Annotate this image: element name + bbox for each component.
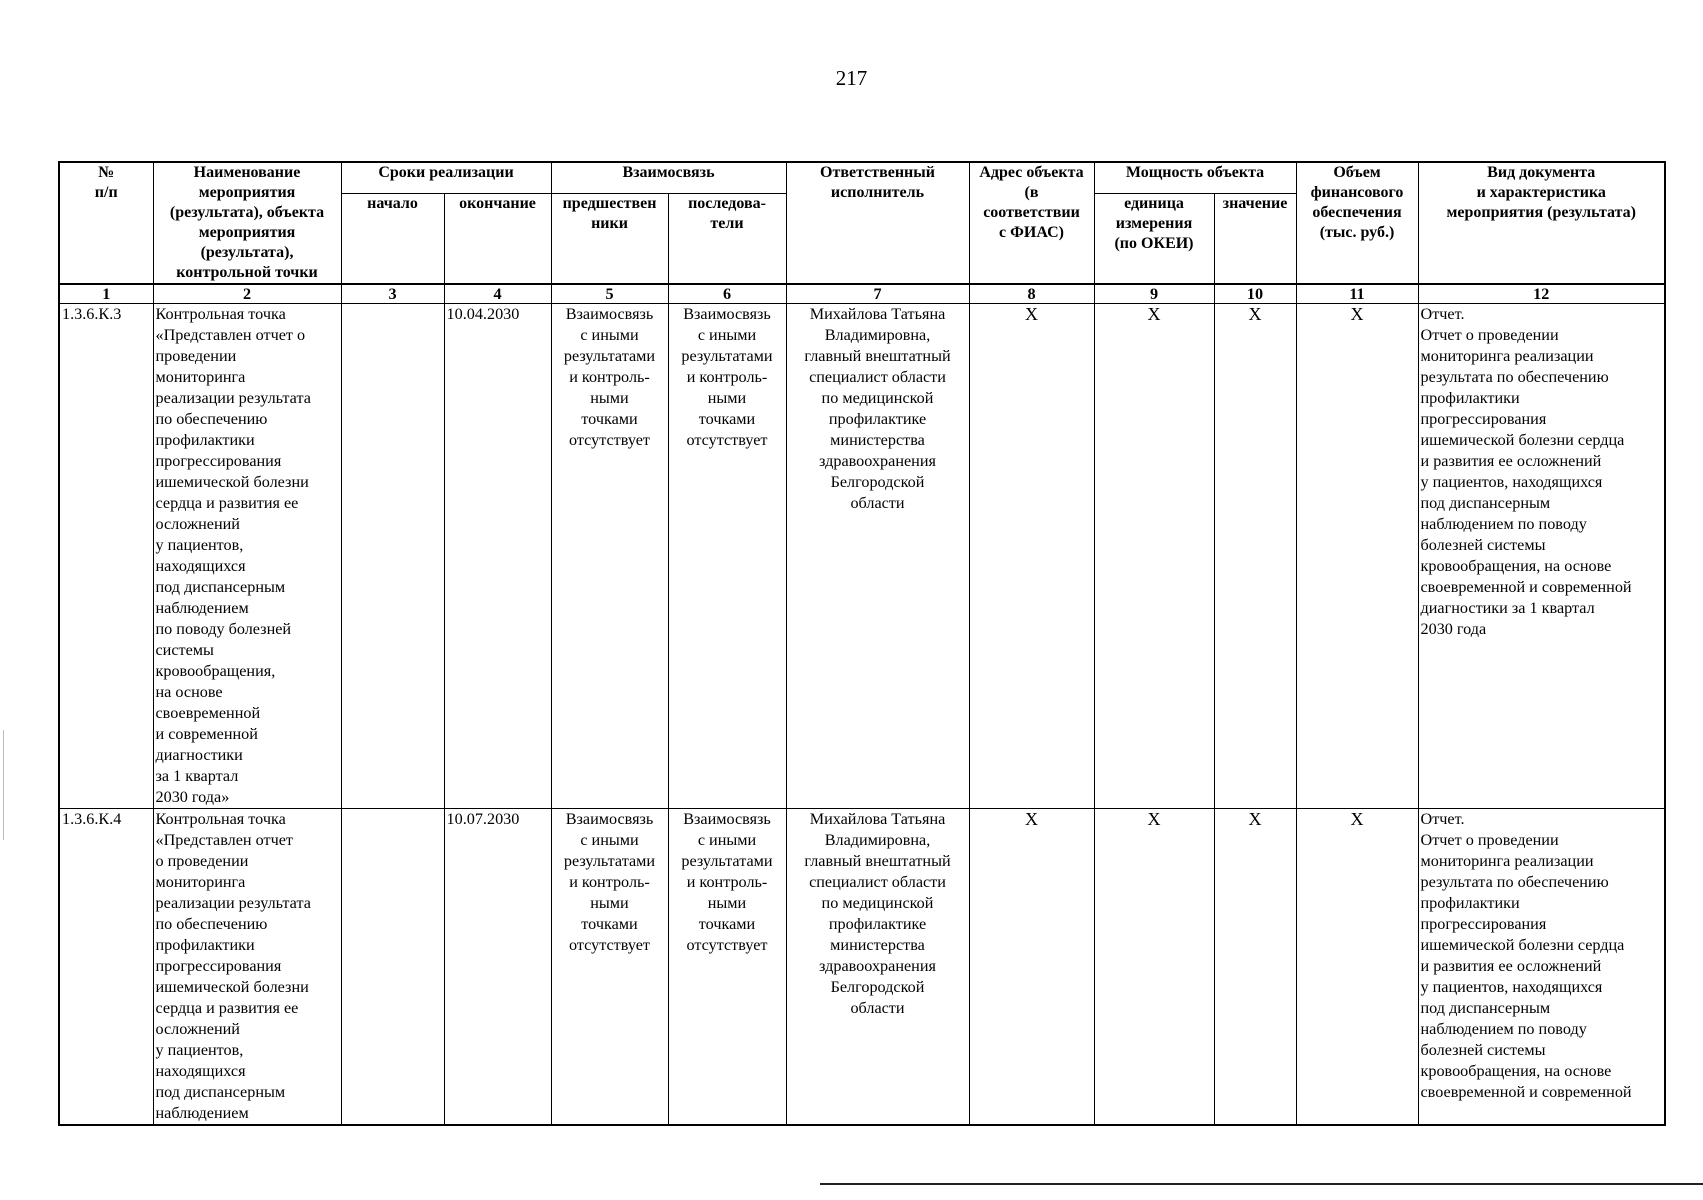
scan-edge-mark <box>3 730 4 840</box>
header-funding: Объем финансового обеспечения (тыс. руб.) <box>1296 162 1418 284</box>
row-address: Х <box>969 304 1094 809</box>
header-name: Наименование мероприятия (результата), объекта мероприятия (результата), контрольной точки <box>153 162 341 284</box>
column-number: 3 <box>341 284 444 304</box>
table-row <box>59 304 1665 809</box>
row-doc-type: Отчет. Отчет о проведении мониторинга реализации результата по обеспечению профилактики прогрессирования ишемической болезни сердца и развития ее осложнений у пациентов, находящихся под диспансерным наблюдением по поводу болезней системы кровообращения, на основе своевременной и современной <box>1418 809 1665 1126</box>
header-dates-group: Сроки реализации <box>341 162 551 194</box>
header-value: значение <box>1214 194 1296 284</box>
header-doc-type: Вид документа и характеристика мероприятия (результата) <box>1418 162 1665 284</box>
table-row <box>59 809 1665 1126</box>
column-number: 1 <box>59 284 153 304</box>
column-number: 11 <box>1296 284 1418 304</box>
row-start <box>341 809 444 1126</box>
header-row-1 <box>59 162 1665 194</box>
header-predecessors: предшествен ники <box>551 194 668 284</box>
header-unit: единица измерения (по ОКЕИ) <box>1094 194 1214 284</box>
row-responsible: Михайлова Татьяна Владимировна, главный внештатный специалист области по медицинской профилактике министерства здравоохранения Белгородской области <box>786 304 969 809</box>
header-capacity-group: Мощность объекта <box>1094 162 1296 194</box>
row-name: Контрольная точка «Представлен отчет о проведении мониторинга реализации результата по обеспечению профилактики прогрессирования ишемической болезни сердца и развития ее осложнений у пациентов, находящихся под диспансерным наблюдением <box>153 809 341 1126</box>
row-successors: Взаимосвязь с иными результатами и контроль- ными точками отсутствует <box>668 304 786 809</box>
page-number: 217 <box>835 66 868 90</box>
row-number: 1.3.6.К.4 <box>59 809 153 1126</box>
row-end: 10.04.2030 <box>444 304 551 809</box>
column-number: 7 <box>786 284 969 304</box>
row-address: Х <box>969 809 1094 1126</box>
column-number: 8 <box>969 284 1094 304</box>
column-number: 9 <box>1094 284 1214 304</box>
row-end: 10.07.2030 <box>444 809 551 1126</box>
header-start: начало <box>341 194 444 284</box>
row-value: Х <box>1214 809 1296 1126</box>
row-responsible: Михайлова Татьяна Владимировна, главный внештатный специалист области по медицинской профилактике министерства здравоохранения Белгородской области <box>786 809 969 1126</box>
row-start <box>341 304 444 809</box>
bottom-rule <box>820 1183 1703 1185</box>
row-predecessors: Взаимосвязь с иными результатами и контроль- ными точками отсутствует <box>551 809 668 1126</box>
row-successors: Взаимосвязь с иными результатами и контроль- ными точками отсутствует <box>668 809 786 1126</box>
header-end: окончание <box>444 194 551 284</box>
row-doc-type: Отчет. Отчет о проведении мониторинга реализации результата по обеспечению профилактики прогрессирования ишемической болезни сердца и развития ее осложнений у пациентов, находящихся под диспансерным наблюдением по поводу болезней системы кровообращения, на основе своевременной и современной диагностики за 1 квартал 2030 года <box>1418 304 1665 809</box>
row-unit: Х <box>1094 304 1214 809</box>
header-responsible: Ответственный исполнитель <box>786 162 969 284</box>
row-unit: Х <box>1094 809 1214 1126</box>
plan-table <box>58 161 1666 1126</box>
header-relation-group: Взаимосвязь <box>551 162 786 194</box>
header-number: № п/п <box>59 162 153 284</box>
column-number: 10 <box>1214 284 1296 304</box>
column-number: 6 <box>668 284 786 304</box>
header-successors: последова- тели <box>668 194 786 284</box>
column-number: 2 <box>153 284 341 304</box>
column-number-row <box>59 284 1665 304</box>
row-name: Контрольная точка «Представлен отчет о проведении мониторинга реализации результата по обеспечению профилактики прогрессирования ишемической болезни сердца и развития ее осложнений у пациентов, находящихся под диспансерным наблюдением по поводу болезней системы кровообращения, на основе своевременной и современной диагностики за 1 квартал 2030 года» <box>153 304 341 809</box>
row-value: Х <box>1214 304 1296 809</box>
row-predecessors: Взаимосвязь с иными результатами и контроль- ными точками отсутствует <box>551 304 668 809</box>
row-funding: Х <box>1296 304 1418 809</box>
column-number: 5 <box>551 284 668 304</box>
row-funding: Х <box>1296 809 1418 1126</box>
row-number: 1.3.6.К.3 <box>59 304 153 809</box>
header-address: Адрес объекта (в соответствии с ФИАС) <box>969 162 1094 284</box>
column-number: 12 <box>1418 284 1665 304</box>
column-number: 4 <box>444 284 551 304</box>
